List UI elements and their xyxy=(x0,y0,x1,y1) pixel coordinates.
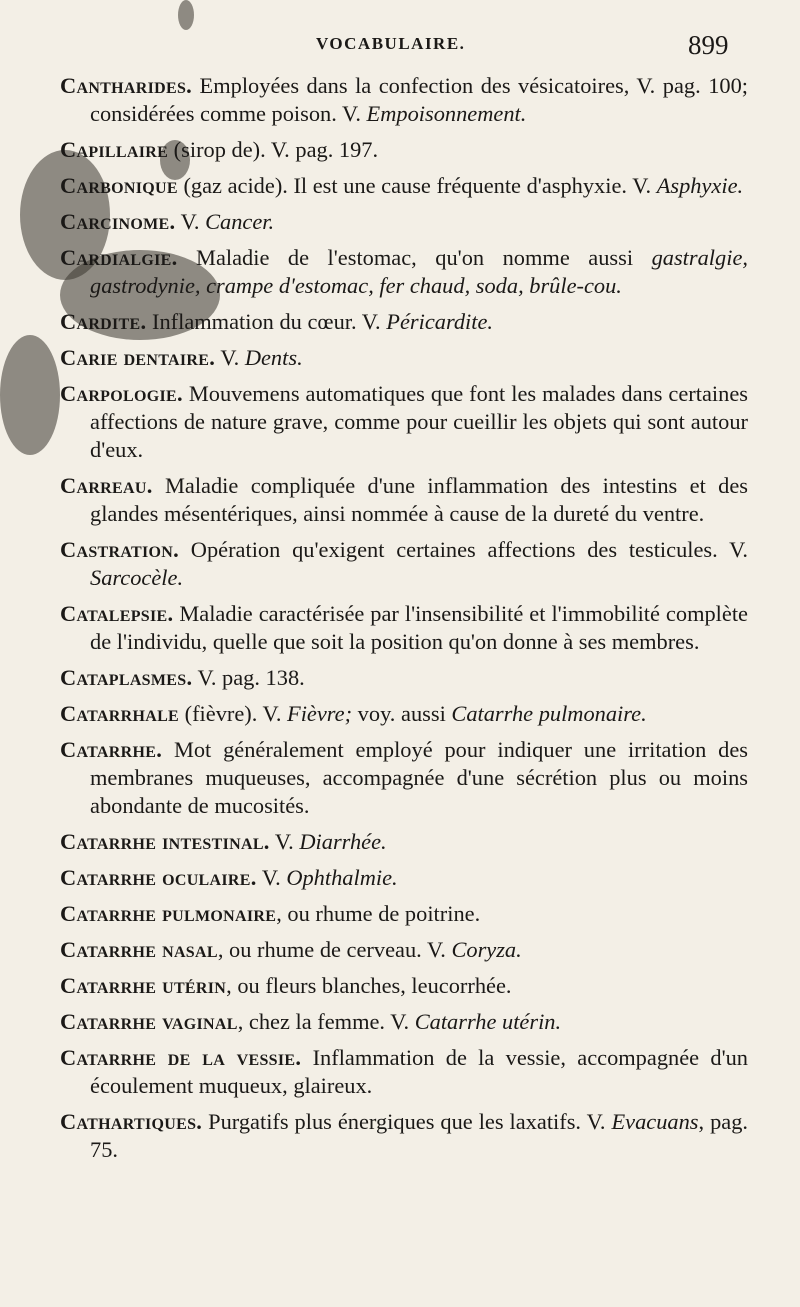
dictionary-entry xyxy=(60,380,748,464)
dictionary-entry xyxy=(60,972,748,1000)
entry-term: Capillaire xyxy=(60,137,169,162)
entry-term: Catarrhe de la vessie. xyxy=(60,1045,302,1070)
dictionary-entry xyxy=(60,536,748,592)
entry-definition: , chez la femme. V. xyxy=(237,1009,415,1034)
dictionary-entry xyxy=(60,244,748,300)
page-header xyxy=(0,30,800,70)
entry-definition: Maladie de l'estomac, qu'on nomme aussi xyxy=(177,245,652,270)
entry-term: Catarrhe. xyxy=(60,737,163,762)
entry-crossref: Sarcocèle. xyxy=(90,565,184,590)
dictionary-entry xyxy=(60,1044,748,1100)
entry-definition: , ou rhume de poitrine. xyxy=(276,901,481,926)
dictionary-entry xyxy=(60,664,748,692)
entry-crossref: Empoisonnement. xyxy=(366,101,527,126)
entry-crossref: Catarrhe utérin. xyxy=(414,1009,562,1034)
entry-definition: V. xyxy=(215,345,245,370)
entry-definition: Inflammation du cœur. V. xyxy=(146,309,387,334)
entry-crossref: Catarrhe pulmonaire. xyxy=(451,701,647,726)
page-number: 899 xyxy=(688,30,729,60)
entry-definition: Inflammation de la vessie, accompagnée d'un écoulement muqueux, glaireux. xyxy=(90,1045,748,1098)
dictionary-entry xyxy=(60,736,748,820)
entry-term: Catarrhe intestinal. xyxy=(60,829,270,854)
ink-stain xyxy=(178,0,194,30)
entry-term: Catarrhe vaginal xyxy=(60,1009,238,1034)
entry-term: Cataplasmes. xyxy=(60,665,193,690)
entry-crossref: Coryza. xyxy=(451,937,522,962)
entry-term: Catarrhale xyxy=(60,701,180,726)
dictionary-entry xyxy=(60,864,748,892)
entry-term: Carie dentaire. xyxy=(60,345,216,370)
dictionary-entry xyxy=(60,208,748,236)
entry-term: Cardite. xyxy=(60,309,147,334)
dictionary-entry xyxy=(60,472,748,528)
entry-term: Catarrhe utérin xyxy=(60,973,227,998)
entry-definition: Mot généralement employé pour indiquer une irritation des membranes muqueuses, accompagnée d'une sécrétion plus ou moins abondante de mucosités. xyxy=(90,737,748,818)
entry-term: Cathartiques. xyxy=(60,1109,203,1134)
dictionary-entry xyxy=(60,1008,748,1036)
entry-definition: (gaz acide). Il est une cause fréquente d'asphyxie. V. xyxy=(177,173,657,198)
entry-term: Catarrhe pulmonaire xyxy=(60,901,277,926)
vocabulary-entries xyxy=(60,72,748,1172)
ink-stain xyxy=(0,335,60,455)
entry-definition: V. pag. 138. xyxy=(192,665,305,690)
entry-definition: , ou rhume de cerveau. V. xyxy=(217,937,452,962)
entry-definition: (sirop de). V. pag. 197. xyxy=(168,137,379,162)
entry-definition: , pag. 75. xyxy=(90,1109,749,1162)
entry-term: Carpologie. xyxy=(60,381,183,406)
entry-crossref: Diarrhée. xyxy=(299,829,387,854)
entry-definition: (fièvre). V. xyxy=(179,701,288,726)
entry-crossref: Evacuans xyxy=(611,1109,699,1134)
dictionary-entry xyxy=(60,936,748,964)
entry-definition: Maladie caractérisée par l'insensibilité et l'immobilité complète de l'individu, quelle que soit la position qu'on donne à ses membres. xyxy=(90,601,748,654)
dictionary-entry xyxy=(60,1108,748,1164)
entry-term: Cardialgie. xyxy=(60,245,178,270)
entry-crossref: Ophthalmie. xyxy=(286,865,398,890)
entry-term: Carreau. xyxy=(60,473,153,498)
dictionary-entry xyxy=(60,344,748,372)
entry-definition: Maladie compliquée d'une inflammation des intestins et des glandes mésentériques, ainsi nommée à cause de la dureté du ventre. xyxy=(90,473,748,526)
entry-crossref: Dents. xyxy=(244,345,303,370)
dictionary-entry xyxy=(60,172,748,200)
entry-term: Cantharides. xyxy=(60,73,193,98)
dictionary-entry xyxy=(60,72,748,128)
entry-term: Carbonique xyxy=(60,173,178,198)
entry-definition: Opération qu'exigent certaines affections des testicules. V. xyxy=(179,537,748,562)
entry-crossref: Fièvre; xyxy=(287,701,353,726)
entry-definition: Mouvemens automatiques que font les malades dans certaines affections de nature grave, comme pour cueillir les objets qui sont autour d'eux. xyxy=(90,381,748,462)
entry-crossref: gastralgie, gastrodynie, crampe d'estomac, fer chaud, soda, brûle-cou. xyxy=(90,245,748,298)
entry-term: Catarrhe oculaire. xyxy=(60,865,257,890)
dictionary-entry xyxy=(60,900,748,928)
running-head: VOCABULAIRE. xyxy=(316,34,466,53)
dictionary-entry xyxy=(60,700,748,728)
entry-term: Catarrhe nasal xyxy=(60,937,218,962)
entry-term: Carcinome. xyxy=(60,209,176,234)
entry-definition: , ou fleurs blanches, leucorrhée. xyxy=(226,973,512,998)
entry-crossref: Péricardite. xyxy=(386,309,494,334)
entry-crossref: Cancer. xyxy=(205,209,275,234)
dictionary-entry xyxy=(60,828,748,856)
entry-crossref: Asphyxie. xyxy=(656,173,744,198)
entry-definition: V. xyxy=(269,829,300,854)
entry-term: Castration. xyxy=(60,537,180,562)
entry-definition: Employées dans la confection des vésicatoires, V. pag. 100; considérées comme poison. V. xyxy=(90,73,748,126)
entry-definition: V. xyxy=(175,209,206,234)
dictionary-entry xyxy=(60,308,748,336)
entry-definition: Purgatifs plus énergiques que les laxatifs. V. xyxy=(202,1109,612,1134)
entry-definition: V. xyxy=(256,865,287,890)
dictionary-entry xyxy=(60,600,748,656)
dictionary-entry xyxy=(60,136,748,164)
entry-definition: voy. aussi xyxy=(352,701,452,726)
entry-term: Catalepsie. xyxy=(60,601,174,626)
